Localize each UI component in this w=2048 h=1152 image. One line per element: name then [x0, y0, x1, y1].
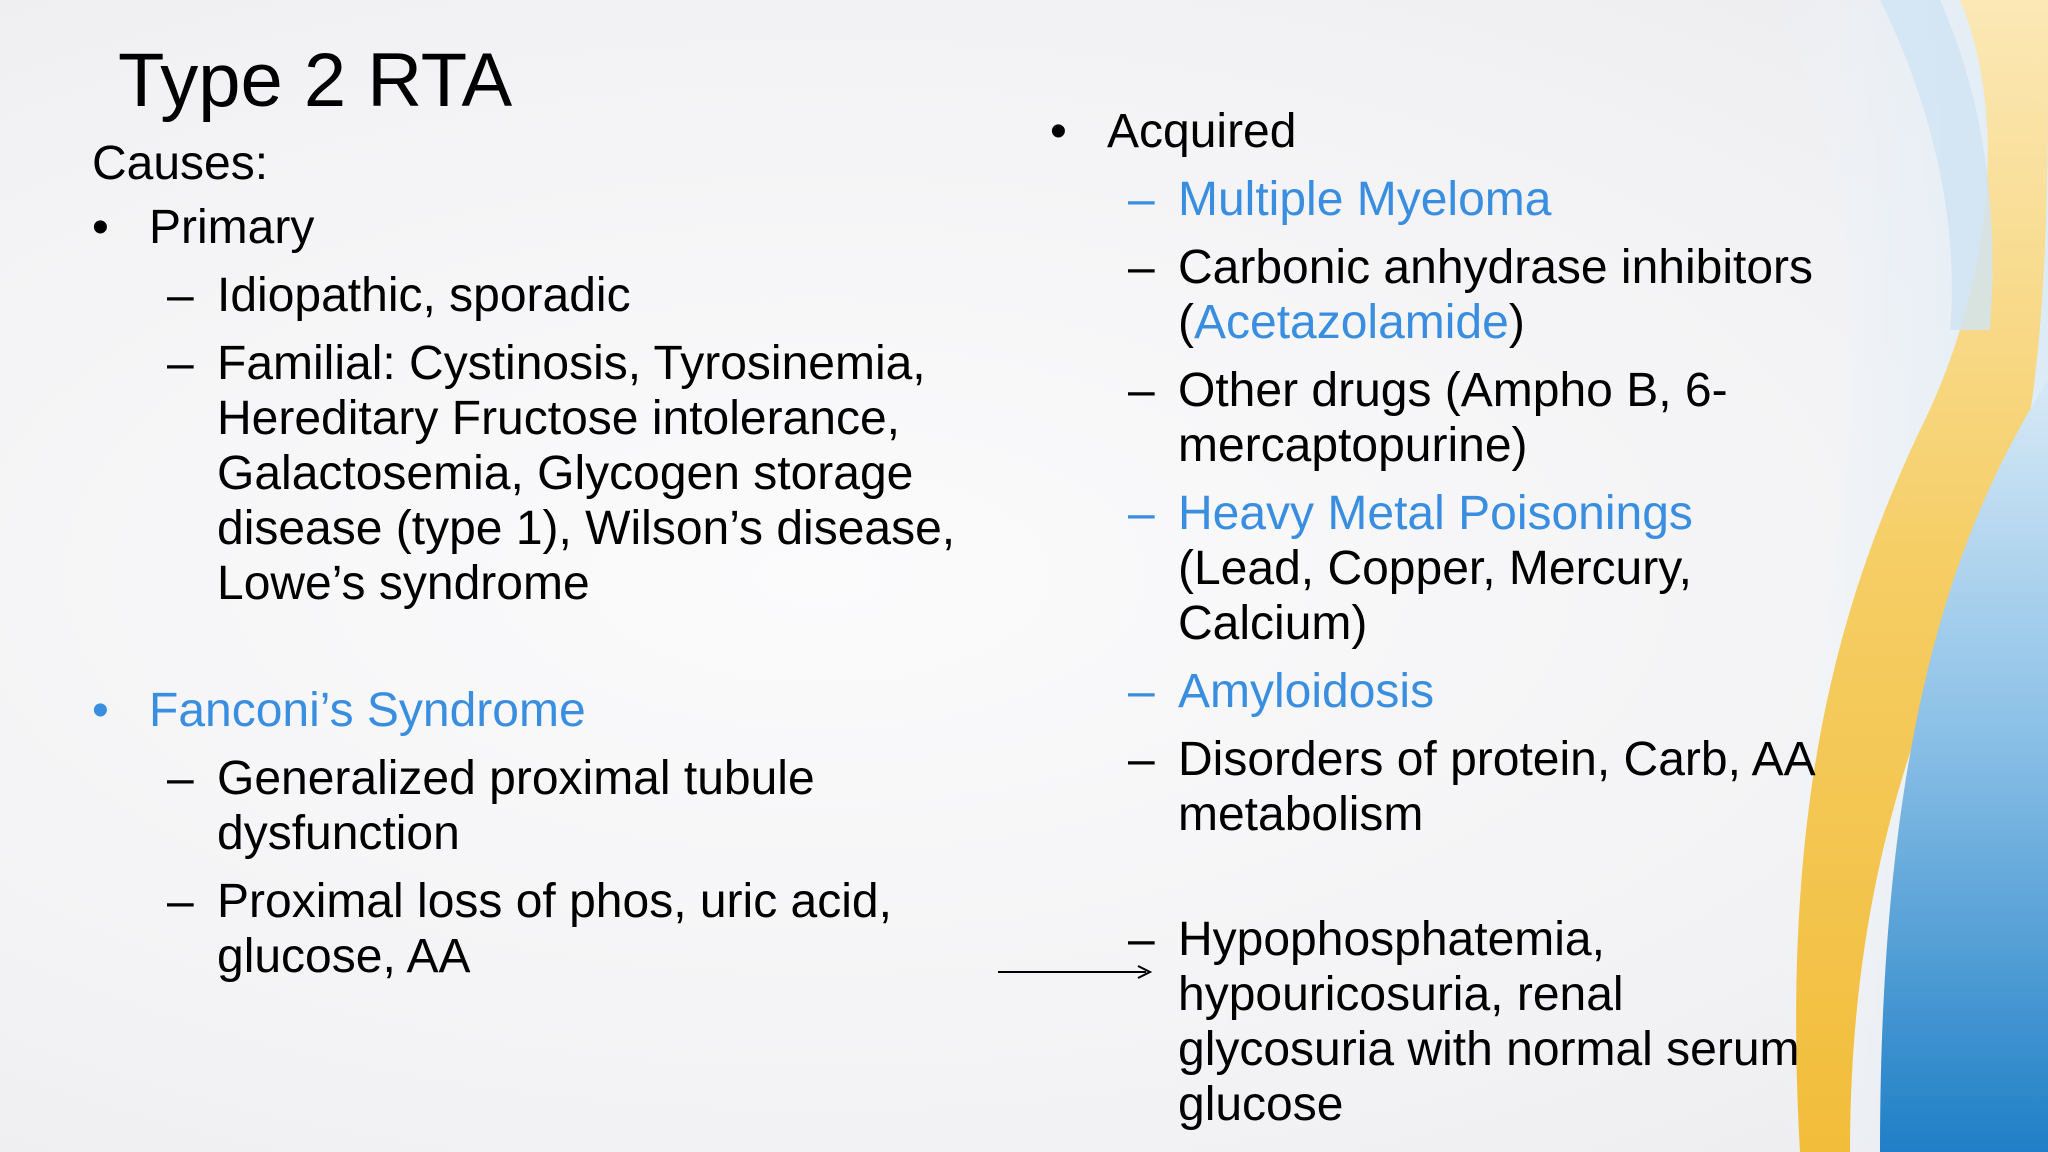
- sub-item-line: Familial: Cystinosis, Tyrosinemia,: [217, 337, 926, 390]
- sub-item-line: Disorders of protein, Carb, AA: [1178, 733, 1816, 786]
- dash-icon: –: [167, 269, 194, 322]
- sub-item-line: disease (type 1), Wilson’s disease,: [217, 502, 956, 555]
- acquired-bullet: [1050, 104, 1930, 159]
- sub-item-line: Carbonic anhydrase inhibitors: [1178, 241, 1814, 294]
- dash-icon: –: [1128, 665, 1155, 718]
- sub-item-line: Hereditary Fructose intolerance,: [217, 392, 900, 445]
- sub-item-line: Proximal loss of phos, uric acid,: [217, 875, 892, 928]
- arrow-right-icon: [998, 962, 1156, 982]
- left-column: [92, 200, 1032, 984]
- sub-item-other-drugs: [1050, 363, 1930, 473]
- dash-icon: –: [167, 752, 194, 805]
- open-paren: (: [1178, 296, 1194, 349]
- bullet-icon: •: [92, 684, 109, 737]
- primary-label: Primary: [149, 201, 315, 254]
- heavy-metal-label: Heavy Metal Poisonings: [1178, 487, 1693, 540]
- sub-item-line: Idiopathic, sporadic: [217, 269, 631, 322]
- dash-icon: –: [1128, 733, 1155, 786]
- dash-icon: –: [1128, 241, 1155, 294]
- sub-item-heavy-metal: [1050, 486, 1930, 651]
- fanconi-bullet: [92, 683, 1032, 738]
- dash-icon: –: [1128, 913, 1155, 966]
- sub-item-familial: [92, 336, 1032, 611]
- bullet-icon: •: [92, 201, 109, 254]
- sub-item-line: dysfunction: [217, 807, 460, 860]
- causes-label: Causes:: [92, 137, 269, 190]
- sub-item-line: Generalized proximal tubule: [217, 752, 815, 805]
- sub-item-line: Hypophosphatemia,: [1178, 913, 1605, 966]
- sub-item-generalized: [92, 751, 1032, 861]
- sub-item-line: Calcium): [1178, 597, 1368, 650]
- dash-icon: –: [167, 337, 194, 390]
- sub-item-line: Multiple Myeloma: [1178, 173, 1552, 226]
- sub-item-line: Lowe’s syndrome: [217, 557, 590, 610]
- sub-item-line: (Lead, Copper, Mercury,: [1178, 542, 1693, 595]
- dash-icon: –: [1128, 173, 1155, 226]
- sub-item-carbonic: [1050, 240, 1930, 350]
- dash-icon: –: [167, 875, 194, 928]
- sub-item-line: Other drugs (Ampho B, 6-: [1178, 364, 1728, 417]
- sub-item-myeloma: [1050, 172, 1930, 227]
- right-column: [1050, 104, 1930, 1132]
- sub-item-line: Galactosemia, Glycogen storage: [217, 447, 914, 500]
- primary-bullet: [92, 200, 1032, 255]
- acetazolamide-text: Acetazolamide: [1193, 296, 1509, 349]
- sub-item-hypophosphatemia: [1050, 912, 1930, 1132]
- sub-item-proximal-loss: [92, 874, 1032, 984]
- close-paren: ): [1508, 296, 1525, 349]
- sub-item-line: glucose, AA: [217, 930, 471, 983]
- fanconi-label: Fanconi’s Syndrome: [149, 684, 586, 737]
- sub-item-line: [1178, 295, 1930, 350]
- bullet-icon: •: [1050, 105, 1067, 158]
- dash-icon: –: [1128, 487, 1155, 540]
- sub-item-line: glucose: [1178, 1078, 1344, 1131]
- sub-item-idiopathic: [92, 268, 1032, 323]
- sub-item-line: mercaptopurine): [1178, 419, 1528, 472]
- sub-item-line: Amyloidosis: [1178, 665, 1435, 718]
- sub-item-line: metabolism: [1178, 788, 1424, 841]
- acquired-label: Acquired: [1107, 105, 1297, 158]
- sub-item-disorders: [1050, 732, 1930, 842]
- sub-item-line: hypouricosuria, renal: [1178, 968, 1624, 1021]
- dash-icon: –: [1128, 364, 1155, 417]
- slide-title: Type 2 RTA: [118, 38, 513, 123]
- sub-item-line: glycosuria with normal serum: [1178, 1023, 1800, 1076]
- sub-item-amyloidosis: [1050, 664, 1930, 719]
